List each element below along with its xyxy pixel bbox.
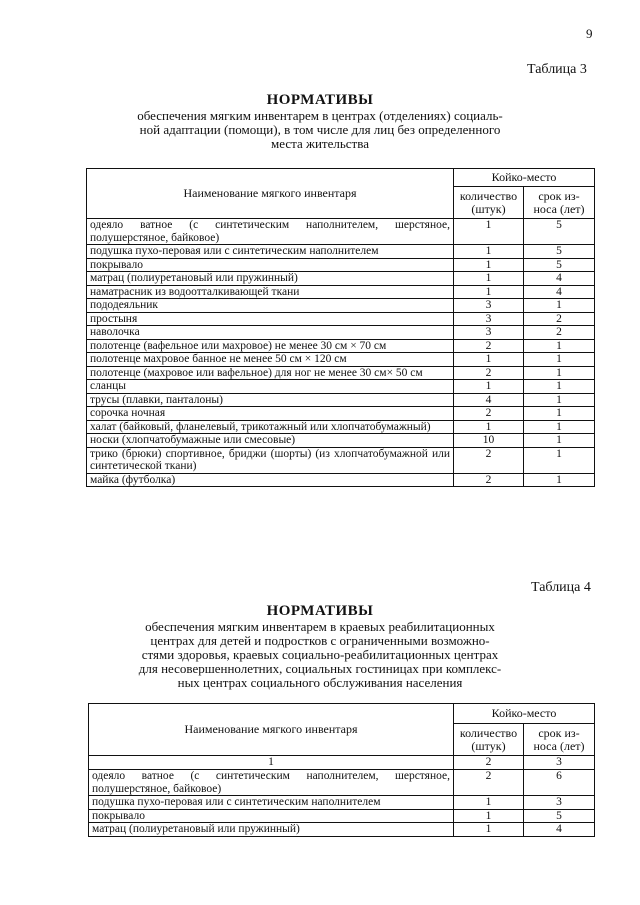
- cell-term: 3: [524, 796, 595, 810]
- table-row: [87, 380, 595, 394]
- cell-term: 2: [524, 312, 595, 326]
- table4-subtitle-1: обеспечения мягким инвентарем в краевых реабилитационных: [145, 619, 495, 634]
- table3-subtitle-3: места жительства: [271, 136, 369, 151]
- cell-term: 4: [524, 285, 595, 299]
- table3-subtitle-1: обеспечения мягким инвентарем в центрах (отделениях) социаль-: [137, 108, 503, 123]
- table3-header-group: Койко-место: [454, 169, 595, 187]
- table-row: [87, 434, 595, 448]
- cell-qty: 1: [454, 796, 524, 810]
- cell-term: 6: [524, 770, 595, 796]
- cell-name: подушка пухо-перовая или с синтетическим наполнителем: [87, 245, 454, 259]
- table4-subtitle-5: ных центрах социального обслуживания населения: [177, 675, 463, 690]
- table-row: [87, 473, 595, 487]
- cell-term: 4: [524, 272, 595, 286]
- cell-term: 1: [524, 339, 595, 353]
- table-row: [87, 245, 595, 259]
- cell-qty: 1: [454, 380, 524, 394]
- table-row: [89, 809, 595, 823]
- table3-header-qty: количество (штук): [454, 187, 524, 219]
- table3-header-term: срок из-носа (лет): [524, 187, 595, 219]
- cell-name: халат (байковый, фланелевый, трикотажный или хлопчатобумажный): [87, 420, 454, 434]
- cell-name: одеяло ватное (с синтетическим наполнителем, шерстяное, полушерстяное, байковое): [87, 219, 454, 245]
- table3-subtitle-2: ной адаптации (помощи), в том числе для лиц без определенного: [139, 122, 501, 137]
- cell-qty: 2: [454, 407, 524, 421]
- cell-qty: 2: [454, 339, 524, 353]
- table-row: [87, 407, 595, 421]
- cell-name: сорочка ночная: [87, 407, 454, 421]
- cell-term: 5: [524, 219, 595, 245]
- cell-qty: 2: [454, 473, 524, 487]
- cell-name: пододеяльник: [87, 299, 454, 313]
- cell-qty: 1: [454, 809, 524, 823]
- cell-qty: 1: [454, 219, 524, 245]
- table4-heading: [0, 603, 640, 690]
- cell-name: одеяло ватное (с синтетическим наполнителем, шерстяное, полушерстяное, байковое): [89, 770, 454, 796]
- cell-term: 4: [524, 823, 595, 837]
- cell-term: 5: [524, 245, 595, 259]
- table3: [86, 168, 595, 487]
- cell-term: 2: [524, 326, 595, 340]
- table3-heading: [0, 92, 640, 151]
- table3-title: НОРМАТИВЫ: [266, 92, 374, 108]
- cell-qty: 3: [454, 312, 524, 326]
- cell-qty: 3: [454, 299, 524, 313]
- cell-qty: 1: [454, 420, 524, 434]
- cell-name: носки (хлопчатобумажные или смесовые): [87, 434, 454, 448]
- table-row: [87, 420, 595, 434]
- table-row: [87, 326, 595, 340]
- table4-header-term: срок из-носа (лет): [524, 724, 595, 756]
- cell-name: покрывало: [87, 258, 454, 272]
- cell-term: 5: [524, 258, 595, 272]
- cell-name: полотенце махровое банное не менее 50 см × 120 см: [87, 353, 454, 367]
- cell-qty: 1: [454, 353, 524, 367]
- table-row: [87, 285, 595, 299]
- table4-label: Таблица 4: [531, 580, 591, 595]
- table4-header-qty: количество (штук): [454, 724, 524, 756]
- table-row: [89, 823, 595, 837]
- cell-term: 1: [524, 447, 595, 473]
- cell-name: наволочка: [87, 326, 454, 340]
- cell-name: матрац (полиуретановый или пружинный): [87, 272, 454, 286]
- table4-header-name: Наименование мягкого инвентаря: [89, 704, 454, 756]
- cell-qty: 2: [454, 447, 524, 473]
- table-row: [89, 796, 595, 810]
- cell-qty: 2: [454, 366, 524, 380]
- cell-name: подушка пухо-перовая или с синтетическим наполнителем: [89, 796, 454, 810]
- table-row: [87, 299, 595, 313]
- table-row: [87, 339, 595, 353]
- table4-subtitle-4: для несовершеннолетних, социальных гостиницах при комплекс-: [138, 661, 502, 676]
- cell-name: полотенце (махровое или вафельное) для ног не менее 30 см× 50 см: [87, 366, 454, 380]
- cell-name: трусы (плавки, панталоны): [87, 393, 454, 407]
- table-row: [89, 770, 595, 796]
- table3-label: Таблица 3: [527, 62, 587, 77]
- cell-qty: 3: [454, 326, 524, 340]
- cell-name: простыня: [87, 312, 454, 326]
- cell-term: 5: [524, 809, 595, 823]
- cell-name: трико (брюки) спортивное, бриджи (шорты) (из хлопчатобумажной или синтетической ткани): [87, 447, 454, 473]
- table3-body: [87, 219, 595, 487]
- table-row: [87, 447, 595, 473]
- cell-term: 1: [524, 380, 595, 394]
- cell-name: покрывало: [89, 809, 454, 823]
- cell-qty: 1: [454, 258, 524, 272]
- table4-colnum-1: 1: [89, 756, 454, 770]
- page-number: 9: [586, 26, 593, 41]
- table3-header-name: Наименование мягкого инвентаря: [87, 169, 454, 219]
- cell-qty: 4: [454, 393, 524, 407]
- cell-qty: 1: [454, 245, 524, 259]
- cell-term: 1: [524, 393, 595, 407]
- table4-header-group: Койко-место: [454, 704, 595, 724]
- table-row: [87, 393, 595, 407]
- cell-term: 1: [524, 407, 595, 421]
- table4: [88, 703, 595, 837]
- cell-qty: 2: [454, 770, 524, 796]
- cell-name: наматрасник из водоотталкивающей ткани: [87, 285, 454, 299]
- cell-term: 1: [524, 353, 595, 367]
- table4-title: НОРМАТИВЫ: [266, 603, 374, 619]
- cell-qty: 10: [454, 434, 524, 448]
- cell-qty: 1: [454, 285, 524, 299]
- table-row: [87, 353, 595, 367]
- table4-subtitle-2: центрах для детей и подростков с ограниченными возможно-: [150, 633, 490, 648]
- cell-term: 1: [524, 420, 595, 434]
- cell-name: майка (футболка): [87, 473, 454, 487]
- table4-colnum-2: 2: [454, 756, 524, 770]
- cell-qty: 1: [454, 272, 524, 286]
- table-row: [87, 272, 595, 286]
- table-row: [87, 258, 595, 272]
- cell-term: 1: [524, 473, 595, 487]
- cell-term: 1: [524, 299, 595, 313]
- table-row: [87, 219, 595, 245]
- table-row: [87, 312, 595, 326]
- table4-colnum-3: 3: [524, 756, 595, 770]
- cell-qty: 1: [454, 823, 524, 837]
- cell-name: матрац (полиуретановый или пружинный): [89, 823, 454, 837]
- cell-term: 1: [524, 434, 595, 448]
- cell-term: 1: [524, 366, 595, 380]
- cell-name: сланцы: [87, 380, 454, 394]
- cell-name: полотенце (вафельное или махровое) не менее 30 см × 70 см: [87, 339, 454, 353]
- table-row: [87, 366, 595, 380]
- table4-body: [89, 770, 595, 837]
- table4-subtitle-3: стями здоровья, краевых социально-реабилитационных центрах: [141, 647, 499, 662]
